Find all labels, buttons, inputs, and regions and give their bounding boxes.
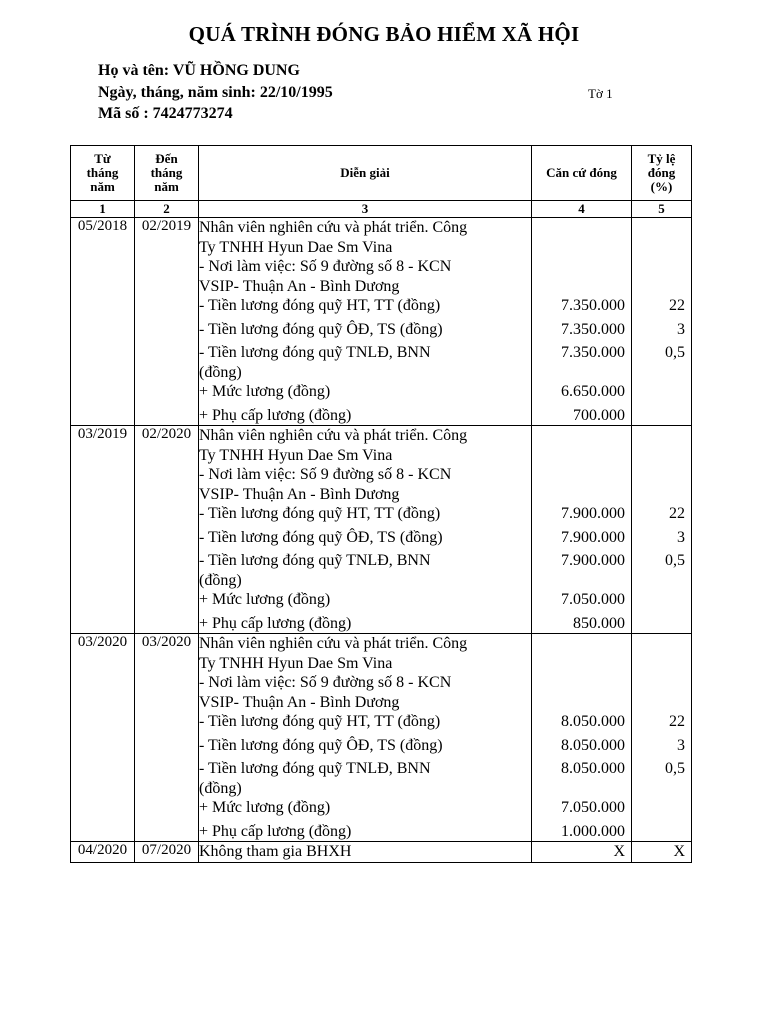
period-from: 04/2020 [71,842,135,863]
period-rate [632,426,692,634]
period-rate [632,634,692,842]
basis-value: 7.350.000 [561,344,625,361]
basis-value: 7.900.000 [561,528,625,546]
description-line: + Mức lương (đồng) [199,799,331,816]
basis-value: 6.650.000 [561,383,625,400]
header-from-line: tháng [86,165,119,180]
description-line: + Phụ cấp lương (đồng) [199,822,352,840]
period-to: 02/2019 [135,218,199,426]
insurance-history-table [70,145,692,863]
description-line: - Tiền lương đóng quỹ TNLĐ, BNN [199,344,431,361]
description-line: Ty TNHH Hyun Dae Sm Vina [199,654,393,672]
description-line: - Tiền lương đóng quỹ HT, TT (đồng) [199,713,441,730]
rate-value: 3 [677,528,685,546]
header-to [135,146,199,201]
table-row [71,426,692,634]
period-from: 03/2019 [71,426,135,634]
rate-value: X [673,843,685,860]
description-line: Nhân viên nghiên cứu và phát triển. Công [199,635,468,652]
header-to-line: Đến [155,151,178,166]
description-line: - Tiền lương đóng quỹ ÔĐ, TS (đồng) [199,320,443,338]
full-name: Họ và tên: VŨ HỒNG DUNG [98,62,300,79]
period-from: 05/2018 [71,218,135,426]
header-from [71,146,135,201]
description-line: (đồng) [199,363,242,381]
header-to-line: tháng [150,165,183,180]
column-number: 1 [71,201,135,218]
insurance-id: Mã số : 7424773274 [98,105,233,122]
period-description [199,426,532,634]
description-line: - Tiền lương đóng quỹ TNLĐ, BNN [199,760,431,777]
basis-value: 8.050.000 [561,713,625,730]
rate-value: 3 [677,736,685,754]
rate-value: 0,5 [665,344,685,361]
period-to: 03/2020 [135,634,199,842]
basis-value: 850.000 [573,614,625,632]
column-number: 5 [632,201,692,218]
rate-value: 3 [677,320,685,338]
description-line: - Tiền lương đóng quỹ TNLĐ, BNN [199,552,431,569]
description-line: Ty TNHH Hyun Dae Sm Vina [199,446,393,464]
description-line: + Mức lương (đồng) [199,383,331,400]
period-rate [632,218,692,426]
period-basis [532,842,632,863]
description-line: - Nơi làm việc: Số 9 đường số 8 - KCN [199,258,452,275]
basis-value: 7.900.000 [561,552,625,569]
header-rate-line: (%) [650,179,673,194]
period-to: 07/2020 [135,842,199,863]
description-line: - Tiền lương đóng quỹ ÔĐ, TS (đồng) [199,736,443,754]
basis-value: 700.000 [573,406,625,424]
description-line: Nhân viên nghiên cứu và phát triển. Công [199,219,468,236]
description-line: (đồng) [199,571,242,589]
basis-value: 8.050.000 [561,760,625,777]
period-rate [632,842,692,863]
rate-value: 22 [669,713,685,730]
description-line: Nhân viên nghiên cứu và phát triển. Công [199,427,468,444]
document-title: QUÁ TRÌNH ĐÓNG BẢO HIỂM XÃ HỘI [188,22,580,46]
column-number-row [71,201,692,218]
rate-value: 22 [669,297,685,314]
description-line: VSIP- Thuận An - Bình Dương [199,693,400,711]
basis-value: 7.350.000 [561,297,625,314]
description-line: - Tiền lương đóng quỹ ÔĐ, TS (đồng) [199,528,443,546]
description-line: - Nơi làm việc: Số 9 đường số 8 - KCN [199,466,452,483]
rate-value: 0,5 [665,760,685,777]
date-of-birth: Ngày, tháng, năm sinh: 22/10/1995 [98,84,333,101]
basis-value: 7.050.000 [561,799,625,816]
header-rate [632,146,692,201]
description-line: + Phụ cấp lương (đồng) [199,614,352,632]
period-description [199,634,532,842]
table-header-row [71,146,692,201]
description-line: Không tham gia BHXH [199,843,352,860]
period-description [199,842,532,863]
description-line: - Tiền lương đóng quỹ HT, TT (đồng) [199,505,441,522]
description-line: - Nơi làm việc: Số 9 đường số 8 - KCN [199,674,452,691]
header-from-line: Từ [94,151,111,166]
description-line: VSIP- Thuận An - Bình Dương [199,485,400,503]
column-number: 3 [199,201,532,218]
column-number: 2 [135,201,199,218]
table-row [71,634,692,842]
sheet-number: Tờ 1 [588,86,613,101]
description-line: (đồng) [199,779,242,797]
basis-value: X [613,843,625,860]
description-line: Ty TNHH Hyun Dae Sm Vina [199,238,393,256]
period-from: 03/2020 [71,634,135,842]
description-line: VSIP- Thuận An - Bình Dương [199,277,400,295]
basis-value: 7.900.000 [561,505,625,522]
basis-value: 1.000.000 [561,822,625,840]
period-description [199,218,532,426]
description-line: + Mức lương (đồng) [199,591,331,608]
description-line: - Tiền lương đóng quỹ HT, TT (đồng) [199,297,441,314]
column-number: 4 [532,201,632,218]
rate-value: 22 [669,505,685,522]
basis-value: 7.050.000 [561,591,625,608]
header-basis: Căn cứ đóng [532,146,632,201]
header-from-line: năm [90,179,115,194]
period-basis [532,218,632,426]
table-row [71,218,692,426]
period-basis [532,634,632,842]
basis-value: 7.350.000 [561,320,625,338]
rate-value: 0,5 [665,552,685,569]
basis-value: 8.050.000 [561,736,625,754]
header-rate-line: Tỷ lệ [647,151,676,166]
header-description: Diễn giải [199,146,532,201]
table-row [71,842,692,863]
header-to-line: năm [154,179,179,194]
description-line: + Phụ cấp lương (đồng) [199,406,352,424]
period-to: 02/2020 [135,426,199,634]
period-basis [532,426,632,634]
header-rate-line: đóng [647,165,676,180]
